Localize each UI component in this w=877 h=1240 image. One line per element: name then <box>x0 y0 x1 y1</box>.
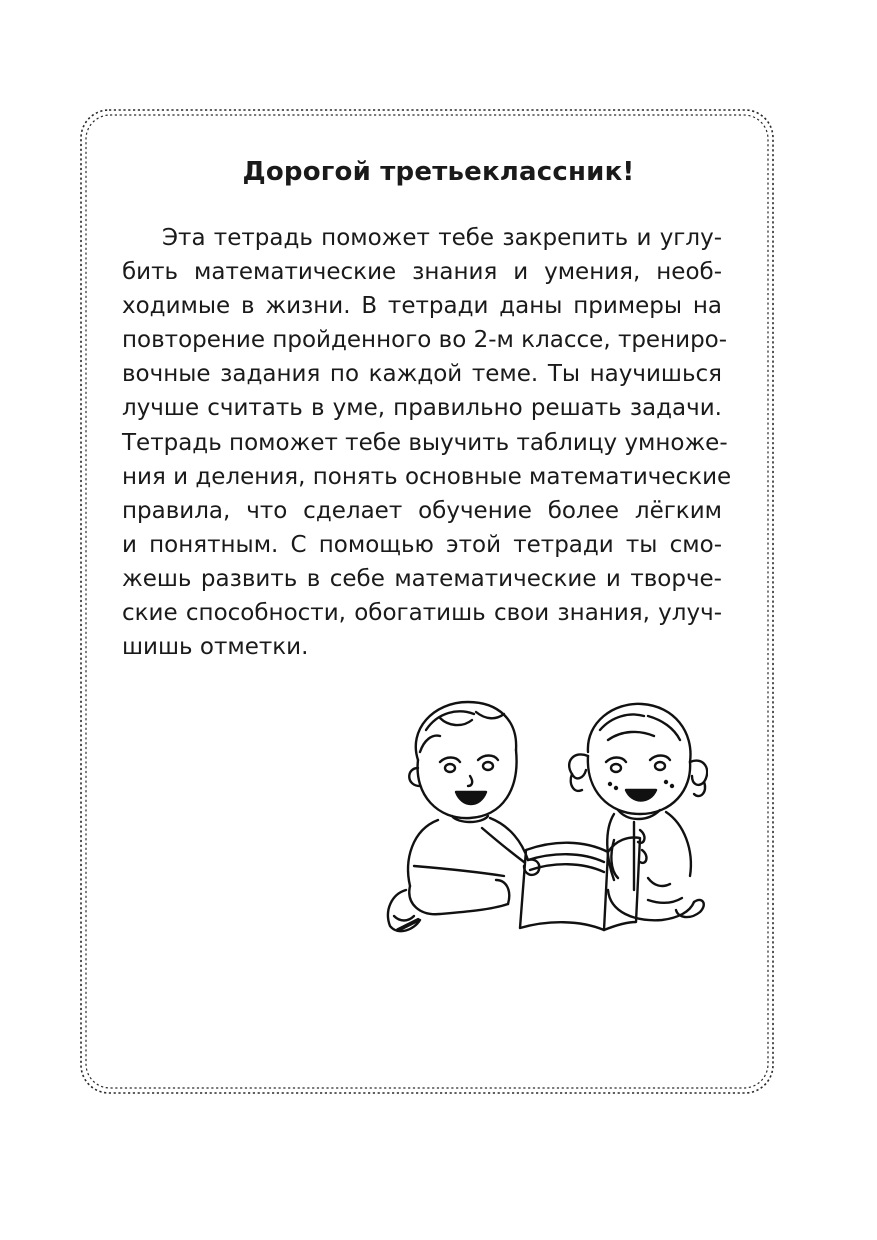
paragraph-line: лучше считать в уме, правильно решать задачи. <box>122 395 722 422</box>
paragraph-line: бить математические знания и умения, необ- <box>122 259 722 286</box>
intro-paragraph <box>122 221 732 664</box>
paragraph-line: и понятным. С помощью этой тетради ты смо- <box>122 531 722 558</box>
open-book <box>520 838 640 930</box>
boy-figure <box>388 702 539 931</box>
paragraph-line: жешь развить в себе математические и творче- <box>122 565 722 592</box>
children-reading-book-icon <box>378 690 708 945</box>
paragraph-line: Тетрадь поможет тебе выучить таблицу умноже- <box>122 429 728 456</box>
paragraph-line: вочные задания по каждой теме. Ты научишься <box>122 361 722 388</box>
page-title: Дорогой третьеклассник! <box>242 157 635 187</box>
paragraph-line: правила, что сделает обучение более лёгким <box>122 497 722 524</box>
paragraph-line: ходимые в жизни. В тетради даны примеры на <box>122 293 722 320</box>
paragraph-line: повторение пройденного во 2-м классе, трениро- <box>122 327 728 354</box>
paragraph-line: Эта тетрадь поможет тебе закрепить и углу- <box>162 225 722 251</box>
paragraph-line: ния и деления, понять основные математические <box>122 463 732 490</box>
paragraph-line: ские способности, обогатишь свои знания, улуч- <box>122 600 722 627</box>
paragraph-line: шишь отметки. <box>122 634 309 661</box>
